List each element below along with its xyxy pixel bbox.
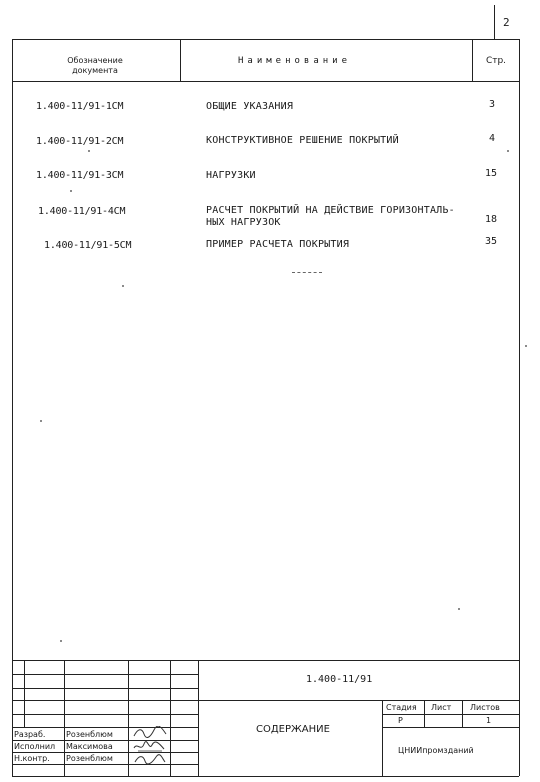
scan-speck bbox=[40, 420, 42, 422]
stamp-role-1: Разраб. bbox=[14, 730, 46, 739]
corner-box-left bbox=[494, 5, 495, 39]
row-2-title: КОНСТРУКТИВНОЕ РЕШЕНИЕ ПОКРЫТИЙ bbox=[206, 135, 399, 146]
scan-speck bbox=[525, 345, 527, 347]
stamp-stage-line1 bbox=[382, 714, 519, 715]
scan-speck bbox=[60, 640, 62, 642]
row-5-code: 1.400-11/91-5СМ bbox=[44, 240, 132, 251]
row-4-title: РАСЧЕТ ПОКРЫТИЙ НА ДЕЙСТВИЕ ГОРИЗОНТАЛЬ- bbox=[206, 205, 455, 216]
stamp-name-3: Розенблюм bbox=[66, 754, 113, 763]
header-bottom-line bbox=[12, 81, 519, 82]
stamp-col-5 bbox=[198, 660, 199, 776]
stamp-role-2: Исполнил bbox=[14, 742, 56, 751]
stamp-col-1 bbox=[24, 660, 25, 727]
stamp-stage-value: Р bbox=[398, 716, 403, 725]
row-5-title: ПРИМЕР РАСЧЕТА ПОКРЫТИЯ bbox=[206, 239, 350, 250]
stamp-mid-line bbox=[12, 700, 519, 701]
header-designation: Обозначение документа bbox=[67, 56, 123, 75]
row-3-page: 15 bbox=[484, 168, 497, 179]
signature-1 bbox=[132, 726, 168, 740]
header-page: Стр. bbox=[485, 56, 507, 66]
stamp-role-3: Н.контр. bbox=[14, 754, 50, 763]
stamp-sheets-label: Листов bbox=[470, 703, 500, 712]
header-divider-1 bbox=[180, 39, 181, 81]
stamp-doc-title: СОДЕРЖАНИЕ bbox=[256, 724, 330, 735]
scan-speck bbox=[70, 190, 72, 192]
row-3-title: НАГРУЗКИ bbox=[206, 170, 256, 181]
list-end-dash bbox=[292, 272, 322, 273]
row-2-code: 1.400-11/91-2СМ bbox=[36, 136, 124, 147]
stamp-doc-code: 1.400-11/91 bbox=[306, 674, 373, 685]
stamp-stage-left bbox=[382, 700, 383, 776]
scan-speck bbox=[458, 608, 460, 610]
corner-sheet-number: 2 bbox=[503, 16, 510, 29]
frame-top bbox=[12, 39, 519, 40]
stamp-name-1: Розенблюм bbox=[66, 730, 113, 739]
stamp-top bbox=[12, 660, 519, 661]
row-2-page: 4 bbox=[488, 133, 495, 144]
row-4-code: 1.400-11/91-4СМ bbox=[38, 206, 126, 217]
stamp-organization: ЦНИИпромзданий bbox=[398, 746, 474, 755]
stamp-stage-line2 bbox=[382, 727, 519, 728]
stamp-sheets-value: 1 bbox=[486, 716, 492, 725]
scan-speck bbox=[507, 150, 509, 152]
stamp-stage-label: Стадия bbox=[386, 703, 417, 712]
stamp-sheet-label: Лист bbox=[431, 703, 452, 712]
stamp-col-2 bbox=[64, 660, 65, 776]
row-1-title: ОБЩИЕ УКАЗАНИЯ bbox=[206, 101, 294, 112]
header-divider-2 bbox=[472, 39, 473, 81]
frame-left bbox=[12, 39, 13, 776]
scan-speck bbox=[122, 285, 124, 287]
frame-right bbox=[519, 39, 520, 776]
row-4-page: 18 bbox=[484, 214, 497, 225]
stamp-bottom bbox=[12, 776, 519, 777]
stamp-col-3 bbox=[128, 660, 129, 776]
stamp-name-2: Максимова bbox=[66, 742, 113, 751]
row-3-code: 1.400-11/91-3СМ bbox=[36, 170, 124, 181]
scan-speck bbox=[88, 150, 90, 152]
stamp-col-4 bbox=[170, 660, 171, 776]
signature-3 bbox=[132, 752, 168, 765]
row-1-page: 3 bbox=[488, 99, 495, 110]
row-5-page: 35 bbox=[484, 236, 497, 247]
row-1-code: 1.400-11/91-1СМ bbox=[36, 101, 124, 112]
row-4-title-continued: НЫХ НАГРУЗОК bbox=[206, 217, 281, 228]
header-name: Наименование bbox=[238, 56, 352, 66]
